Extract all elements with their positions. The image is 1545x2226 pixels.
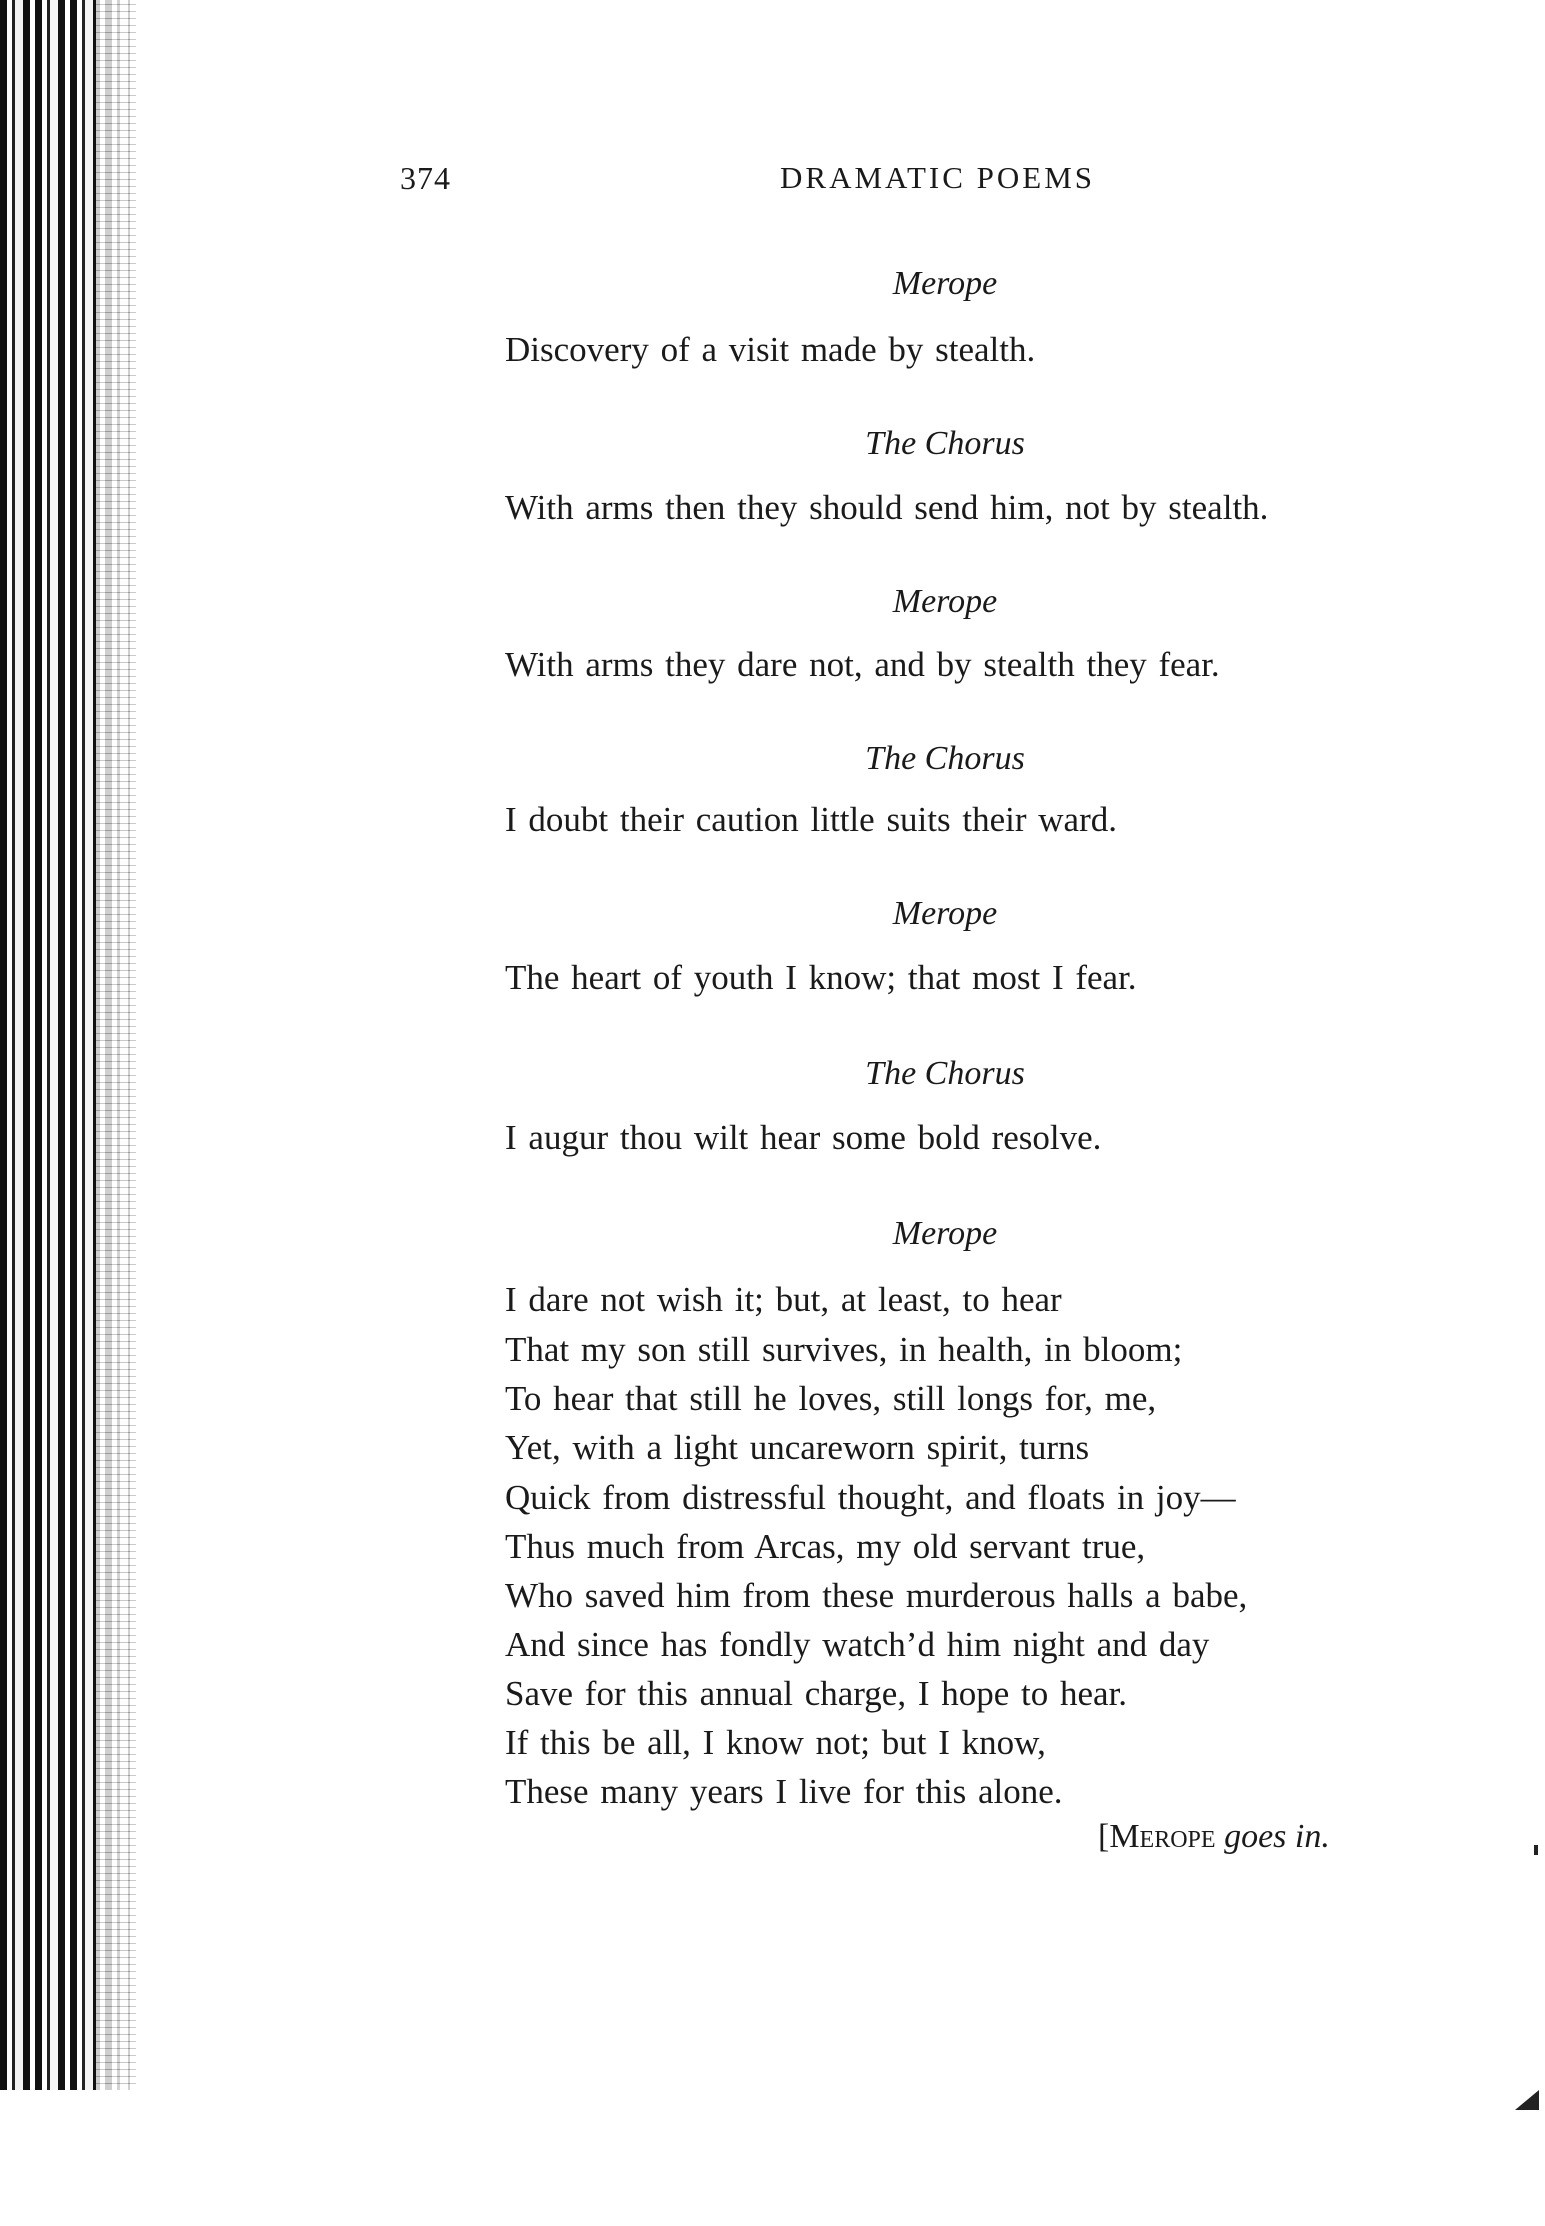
verse-line: I dare not wish it; but, at least, to hear — [505, 1280, 1062, 1319]
verse-line: And since has fondly watch’d him night and day — [505, 1625, 1210, 1664]
verse-line: With arms then they should send him, not by stealth. — [505, 488, 1269, 527]
speaker-name: Merope — [892, 895, 998, 932]
speaker-name: Merope — [892, 583, 998, 620]
verse-line: I augur thou wilt hear some bold resolve. — [505, 1118, 1102, 1157]
speaker-name: Merope — [892, 1215, 998, 1252]
verse-line: These many years I live for this alone. — [505, 1772, 1063, 1811]
speaker-name: The Chorus — [865, 740, 1025, 777]
verse-line: Yet, with a light uncareworn spirit, turns — [505, 1428, 1090, 1467]
verse-line: If this be all, I know not; but I know, — [505, 1723, 1046, 1762]
verse-line: That my son still survives, in health, in bloom; — [505, 1330, 1183, 1369]
stage-direction — [1098, 1818, 1330, 1856]
speaker-name: The Chorus — [865, 425, 1025, 462]
verse-line: Thus much from Arcas, my old servant true, — [505, 1527, 1146, 1566]
running-head — [400, 160, 1400, 200]
speaker-name: The Chorus — [865, 1055, 1025, 1092]
stage-character: Merope — [1109, 1818, 1216, 1855]
verse-line: Who saved him from these murderous halls a babe, — [505, 1576, 1248, 1615]
scan-corner-mark — [1515, 2090, 1539, 2110]
binding-shadow — [96, 0, 136, 2090]
running-title: DRAMATIC POEMS — [780, 160, 1096, 195]
scan-speck — [1534, 1845, 1538, 1855]
verse-line: The heart of youth I know; that most I fear. — [505, 958, 1137, 997]
verse-line: I doubt their caution little suits their ward. — [505, 800, 1117, 839]
stage-action: goes in. — [1224, 1818, 1330, 1855]
verse-line: Discovery of a visit made by stealth. — [505, 330, 1036, 369]
verse-line: With arms they dare not, and by stealth they fear. — [505, 645, 1220, 684]
verse-line: Quick from distressful thought, and floats in joy— — [505, 1478, 1236, 1517]
stage-bracket: [ — [1098, 1818, 1110, 1855]
verse-line: To hear that still he loves, still longs for, me, — [505, 1379, 1157, 1418]
verse-line: Save for this annual charge, I hope to hear. — [505, 1674, 1128, 1713]
page-number: 374 — [400, 160, 451, 196]
speaker-name: Merope — [892, 265, 998, 302]
